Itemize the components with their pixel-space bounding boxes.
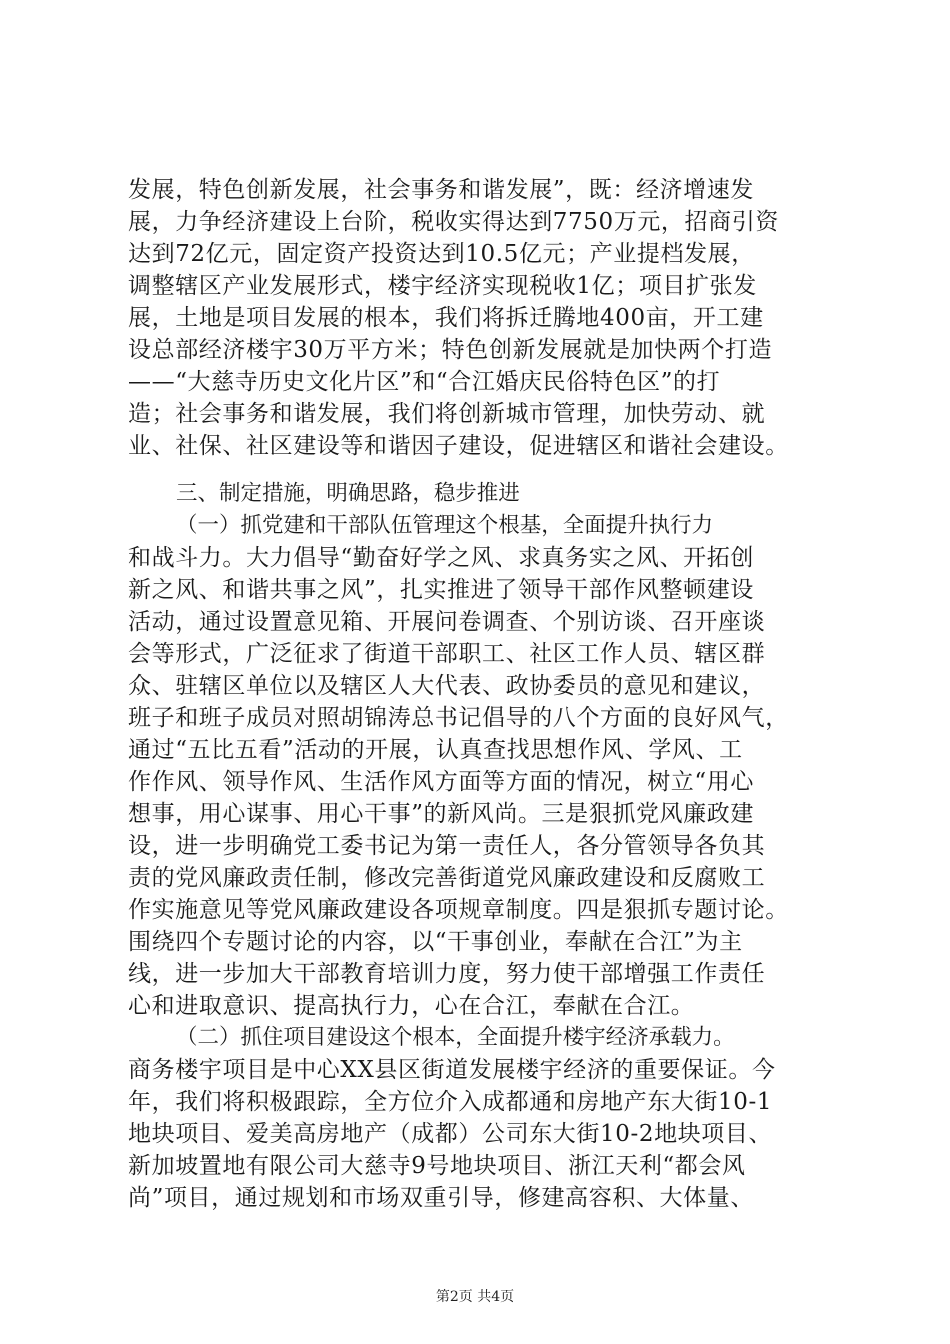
text-line: 作作风、领导作风、生活作风方面等方面的情况，树立“用心 <box>128 769 754 795</box>
paragraph-start: （二）抓住项目建设这个根本，全面提升楼宇经济承载力。 <box>176 1025 735 1050</box>
text-line: 责的党风廉政责任制，修改完善街道党风廉政建设和反腐败工 <box>128 865 766 891</box>
text-line: 心和进取意识、提高执行力，心在合江，奉献在合江。 <box>128 993 695 1019</box>
text-line: 展，土地是项目发展的根本，我们将拆迁腾地400亩，开工建 <box>128 305 764 331</box>
text-line: ——“大慈寺历史文化片区”和“合江婚庆民俗特色区”的打 <box>128 369 721 395</box>
text-line: 达到72亿元，固定资产投资达到10.5亿元；产业提档发展， <box>128 241 755 267</box>
text-line: 和战斗力。大力倡导“勤奋好学之风、求真务实之风、开拓创 <box>128 545 754 571</box>
text-line: 会等形式，广泛征求了街道干部职工、社区工作人员、辖区群 <box>128 641 766 667</box>
text-line: 设，进一步明确党工委书记为第一责任人，各分管领导各负其 <box>128 833 766 859</box>
text-line: 调整辖区产业发展形式，楼宇经济实现税收1亿；项目扩张发 <box>128 273 757 299</box>
text-line: 作实施意见等党风廉政建设各项规章制度。四是狠抓专题讨论。 <box>128 897 789 923</box>
text-line: 年，我们将积极跟踪，全方位介入成都通和房地产东大街10-1 <box>128 1089 773 1115</box>
text-line: 业、社保、社区建设等和谐因子建设，促进辖区和谐社会建设。 <box>128 433 789 459</box>
text-line: 想事，用心谋事、用心干事”的新风尚。三是狠抓党风廉政建 <box>128 801 754 827</box>
section-heading: 三、制定措施，明确思路，稳步推进 <box>176 481 520 506</box>
text-line: 展，力争经济建设上台阶，税收实得达到7750万元，招商引资 <box>128 209 779 235</box>
text-line: 造；社会事务和谐发展，我们将创新城市管理，加快劳动、就 <box>128 401 766 427</box>
text-line: 活动，通过设置意见箱、开展问卷调查、个别访谈、召开座谈 <box>128 609 766 635</box>
text-line: 围绕四个专题讨论的内容，以“干事创业，奉献在合江”为主 <box>128 929 743 955</box>
text-line: 班子和班子成员对照胡锦涛总书记倡导的八个方面的良好风气， <box>128 705 789 731</box>
text-line: 线，进一步加大干部教育培训力度，努力使干部增强工作责任 <box>128 961 766 987</box>
text-line: 地块项目、爱美高房地产（成都）公司东大街10-2地块项目、 <box>128 1121 773 1147</box>
text-line: 新之风、和谐共事之风”，扎实推进了领导干部作风整顿建设 <box>128 577 754 603</box>
text-line: 新加坡置地有限公司大慈寺9号地块项目、浙江天利“都会风 <box>128 1153 746 1179</box>
text-line: 商务楼宇项目是中心XX县区街道发展楼宇经济的重要保证。今 <box>128 1057 776 1083</box>
text-line: 通过“五比五看”活动的开展，认真查找思想作风、学风、工 <box>128 737 743 763</box>
paragraph-start: （一）抓党建和干部队伍管理这个根基，全面提升执行力 <box>176 513 714 538</box>
text-line: 发展，特色创新发展，社会事务和谐发展”，既：经济增速发 <box>128 177 754 203</box>
text-line: 众、驻辖区单位以及辖区人大代表、政协委员的意见和建议， <box>128 673 766 699</box>
text-line: 设总部经济楼宇30万平方米；特色创新发展就是加快两个打造 <box>128 337 773 363</box>
text-line: 尚”项目，通过规划和市场双重引导，修建高容积、大体量、 <box>128 1185 754 1211</box>
page-footer: 第2页 共4页 <box>435 1289 515 1305</box>
